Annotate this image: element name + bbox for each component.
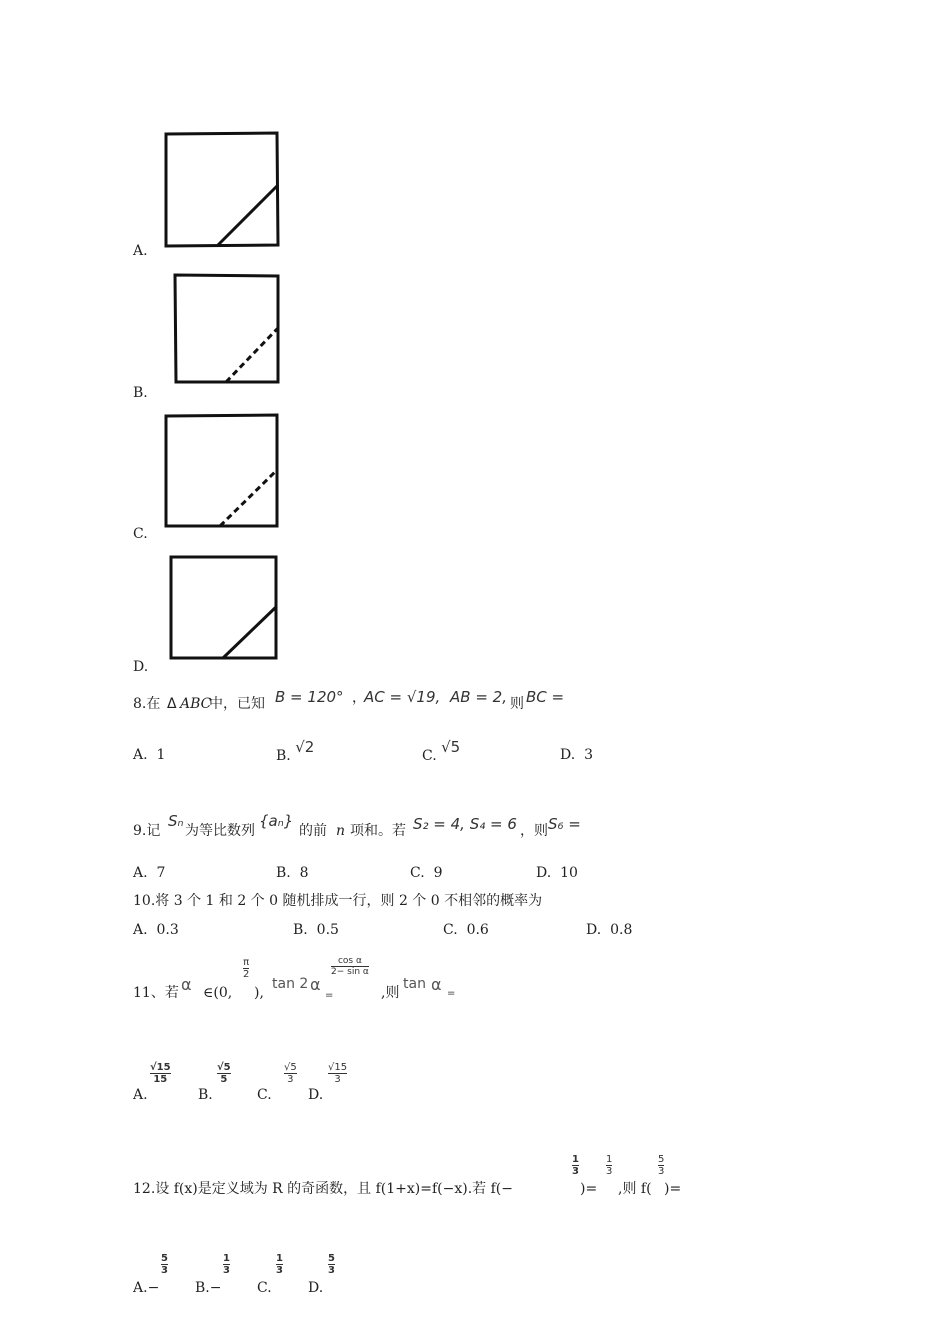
figure-c	[160, 410, 284, 532]
q12-frac-2: 1 3	[606, 1154, 613, 1177]
figure-a	[160, 128, 284, 250]
q11-tan: tan	[403, 976, 426, 992]
q11-pi-over-2: π 2	[243, 957, 250, 980]
option-a-label: A.	[133, 243, 148, 259]
q11-in: ∈(0,	[203, 985, 233, 1001]
q9-option-b: B. 8	[276, 865, 309, 881]
q9-then: ，则	[520, 823, 548, 839]
q11-option-b-value: √5 5	[217, 1062, 231, 1085]
q12-frac-3: 5 3	[658, 1154, 665, 1177]
q9-mid1: 为等比数列	[185, 823, 255, 839]
q11-prefix: 11、若	[133, 985, 179, 1001]
q9-option-c: C. 9	[410, 865, 443, 881]
q8-cond-ab: AB = 2,	[450, 688, 507, 706]
q11-option-b-label: B.	[198, 1087, 213, 1103]
q10-option-a: A. 0.3	[133, 922, 179, 938]
q11-option-d-value: √15 3	[328, 1062, 348, 1085]
q11-option-c-label: C.	[257, 1087, 272, 1103]
q8-abc: ABC	[180, 696, 212, 712]
q9-mid3: 项和。若	[350, 823, 406, 839]
q10-text: 10.将 3 个 1 和 2 个 0 随机排成一行，则 2 个 0 不相邻的概率为	[133, 893, 543, 909]
q11-option-a-value: √15 15	[150, 1062, 171, 1085]
q9-mid2: 的前	[299, 823, 327, 839]
q9-n: n	[336, 823, 346, 839]
q12-text-4: )=	[664, 1181, 682, 1197]
q11-rhs-fraction: cos α 2− sin α	[331, 956, 369, 977]
figure-d	[163, 552, 283, 664]
q9-cond: S₂ = 4, S₄ = 6	[413, 815, 517, 833]
q9-target: S₆ =	[548, 815, 581, 833]
q10-option-d: D. 0.8	[586, 922, 633, 938]
q12-option-a-value: 5 3	[161, 1253, 168, 1276]
q12-option-b: B.−	[195, 1280, 222, 1296]
q8-cond-ac: AC = √19,	[364, 688, 441, 706]
q12-text-3: ,则 f(	[618, 1181, 652, 1197]
q9-prefix: 9.记	[133, 823, 161, 839]
q11-tan2: tan 2	[272, 976, 309, 992]
figure-b	[168, 270, 284, 388]
q11-alpha3: α	[431, 975, 442, 994]
q12-option-d: D.	[308, 1280, 324, 1296]
q8-target: BC =	[526, 688, 565, 706]
q8-then: 则	[510, 696, 524, 712]
q12-option-c-value: 1 3	[276, 1253, 283, 1276]
q8-option-d: D. 3	[560, 747, 594, 763]
q8-option-b: B. √2	[276, 738, 315, 764]
q9-an: {aₙ}	[259, 812, 294, 830]
q11-then: ,则	[381, 985, 400, 1001]
q9-option-a: A. 7	[133, 865, 166, 881]
q12-option-c: C.	[257, 1280, 272, 1296]
q8-comma: ，	[352, 690, 366, 706]
option-b-label: B.	[133, 385, 148, 401]
q10-option-c: C. 0.6	[443, 922, 489, 938]
q8-prefix: 8.在	[133, 696, 161, 712]
q11-alpha: α	[181, 975, 192, 994]
q11-option-d-label: D.	[308, 1087, 324, 1103]
q8-mid: 中，已知	[209, 696, 265, 712]
q11-option-c-value: √5 3	[284, 1062, 297, 1085]
q8-option-a: A. 1	[133, 747, 166, 763]
q12-text-1: 12.设 f(x)是定义域为 R 的奇函数，且 f(1+x)=f(−x).若 f(−	[133, 1181, 513, 1197]
q10-option-b: B. 0.5	[293, 922, 339, 938]
q12-frac-1: 1 3	[572, 1154, 579, 1177]
q8-option-c: C. √5	[422, 738, 461, 764]
q11-option-a-label: A.	[133, 1087, 148, 1103]
q12-option-d-value: 5 3	[328, 1253, 335, 1276]
q11-alpha2: α	[310, 975, 321, 994]
q11-eq2: =	[447, 988, 456, 999]
q11-eq: =	[325, 990, 334, 1001]
option-c-label: C.	[133, 526, 148, 542]
q12-text-2: )=	[580, 1181, 598, 1197]
q9-option-d: D. 10	[536, 865, 578, 881]
q9-sn: Sₙ	[168, 812, 184, 830]
q12-option-b-value: 1 3	[223, 1253, 230, 1276]
q12-option-a: A.−	[133, 1280, 160, 1296]
option-d-label: D.	[133, 659, 149, 675]
q8-delta: Δ	[167, 696, 177, 712]
q8-cond-b: B = 120°	[275, 688, 344, 706]
q11-close: ),	[254, 985, 264, 1001]
